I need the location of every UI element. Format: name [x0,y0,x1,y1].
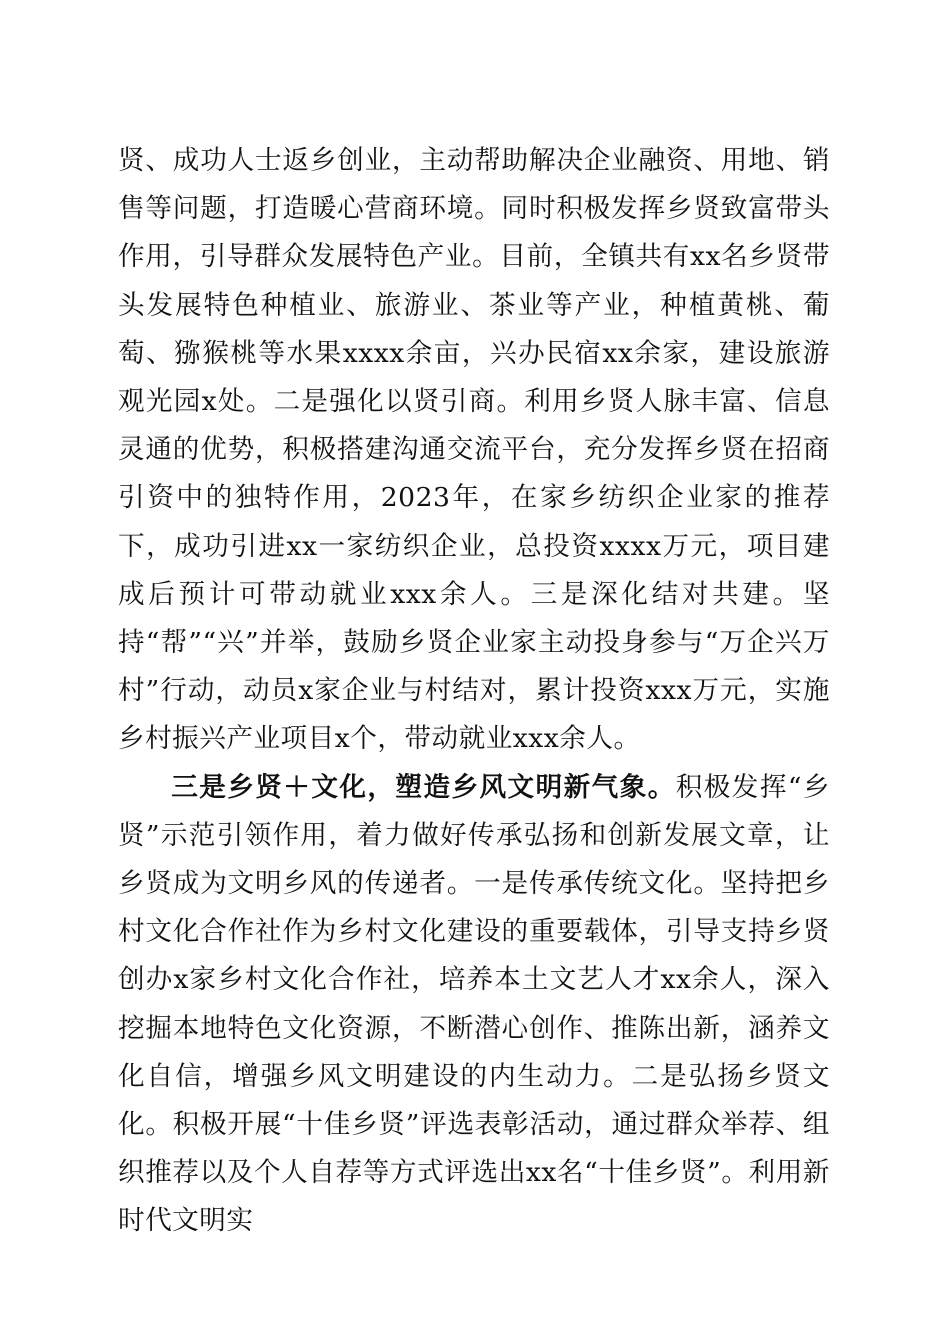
paragraph-1-text: 贤、成功人士返乡创业，主动帮助解决企业融资、用地、销售等问题，打造暖心营商环境。同时积极发挥乡贤致富带头作用，引导群众发展特色产业。目前，全镇共有xx名乡贤带头发展特色种植业、旅游业、茶业等产业，种植黄桃、葡萄、猕猴桃等水果xxxx余亩，兴办民宿xx余家，建设旅游观光园x处。二是强化以贤引商。利用乡贤人脉丰富、信息灵通的优势，积极搭建沟通交流平台，充分发挥乡贤在招商引资中的独特作用，2023年，在家乡纺织企业家的推荐下，成功引进xx一家纺织企业，总投资xxxx万元，项目建成后预计可带动就业xxx余人。三是深化结对共建。坚持“帮”“兴”并举，鼓励乡贤企业家主动投身参与“万企兴万村”行动，动员x家企业与村结对，累计投资xxx万元，实施乡村振兴产业项目x个，带动就业xxx余人。 [118,145,830,755]
body-text [118,137,830,1246]
paragraph-2-text: 积极发挥“乡贤”示范引领作用，着力做好传承弘扬和创新发展文章，让乡贤成为文明乡风的传递者。一是传承传统文化。坚持把乡村文化合作社作为乡村文化建设的重要载体，引导支持乡贤创办x家乡村文化合作社，培养本土文艺人才xx余人，深入挖掘本地特色文化资源，不断潜心创作、推陈出新，涵养文化自信，增强乡风文明建设的内生动力。二是弘扬乡贤文化。积极开展“十佳乡贤”评选表彰活动，通过群众举荐、组织推荐以及个人自荐等方式评选出xx名“十佳乡贤”。利用新时代文明实 [118,771,830,1237]
paragraph-continued [118,137,830,764]
paragraph-culture [118,764,830,1246]
paragraph-2-heading: 三是乡贤＋文化，塑造乡风文明新气象。 [171,771,676,803]
